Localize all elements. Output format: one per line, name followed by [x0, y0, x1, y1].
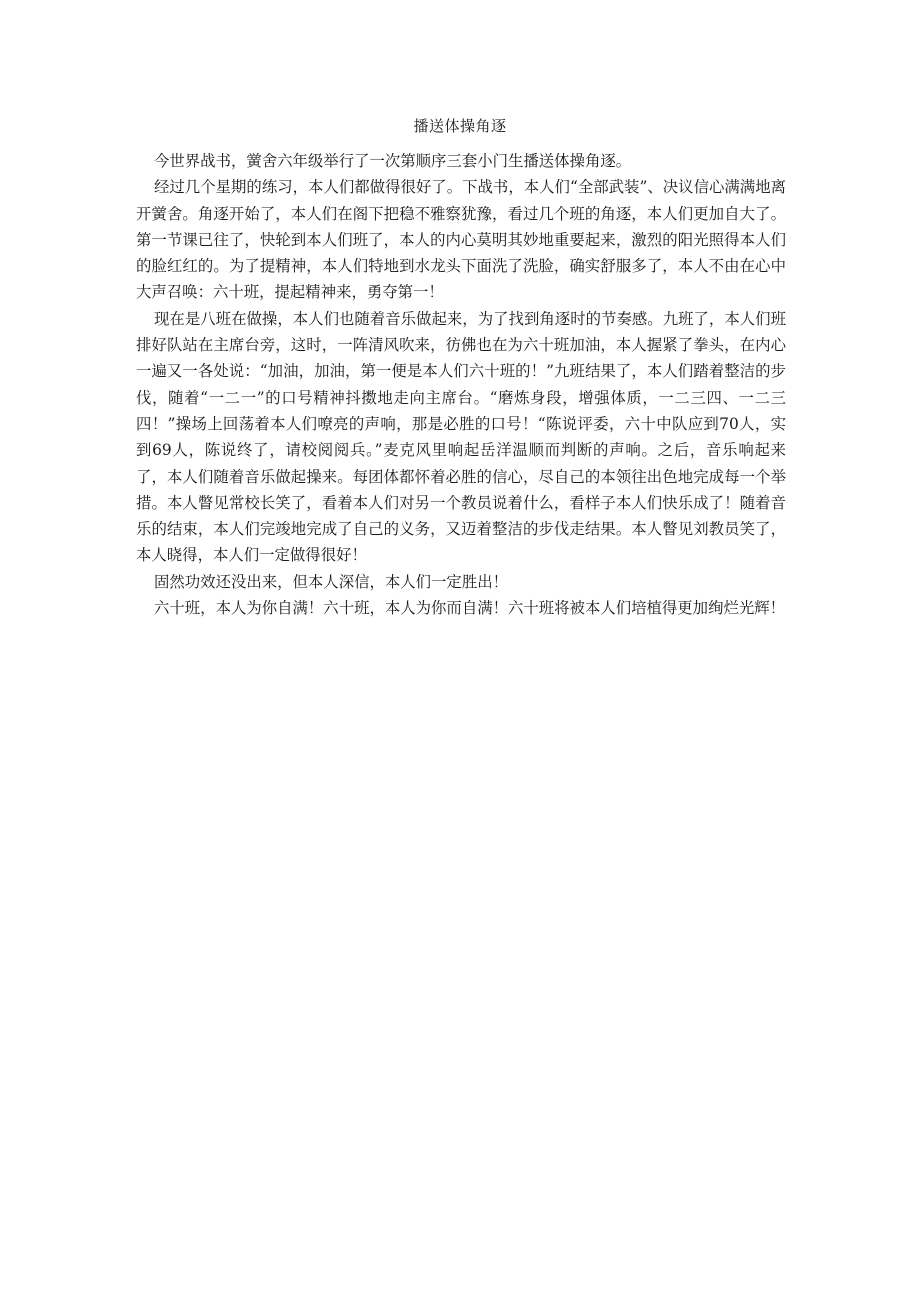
paragraph-2: 经过几个星期的练习，本人们都做得很好了。下战书，本人们“全部武装”、决议信心满满地离开黉舍。角逐开始了，本人们在阁下把稳不雅察犹豫，看过几个班的角逐，本人们更加自大了。第一节课已往了，快轮到本人们班了，本人的内心莫明其妙地重要起来，激烈的阳光照得本人们的脸红红的。为了提精神，本人们特地到水龙头下面洗了洗脸，确实舒服多了，本人不由在心中大声召唤：六十班，提起精神来，勇夺第一！ — [136, 178, 786, 302]
paragraph-5: 六十班，本人为你自满！六十班，本人为你而自满！六十班将被本人们培植得更加绚烂光辉！ — [154, 599, 786, 618]
document-title: 播送体操角逐 — [413, 117, 507, 135]
paragraph-1: 今世界战书，黉舍六年级举行了一次第顺序三套小门生播送体操角逐。 — [154, 152, 632, 170]
paragraph-3: 现在是八班在做操，本人们也随着音乐做起来，为了找到角逐时的节奏感。九班了，本人们班排好队站在主席台旁，这时，一阵清风吹来，彷佛也在为六十班加油，本人握紧了拳头，在内心一遍又一各处说：“加油，加油，第一便是本人们六十班的！”九班结果了，本人们踏着整洁的步伐，随着“一二一”的口号精神抖擞地走向主席台。“磨炼身段，增强体质，一二三四、一二三四！”操场上回荡着本人们嘹亮的声响，那是必胜的口号！“陈说评委，六十中队应到70人，实到69人，陈说终了，请校阅阅兵。”麦克风里响起岳洋温顺而判断的声响。之后，音乐响起来了，本人们随着音乐做起操来。每团体都怀着必胜的信心，尽自己的本领往出色地完成每一个举措。本人瞥见常校长笑了，看着本人们对另一个教员说着什么，看样子本人们快乐成了！随着音乐的结束，本人们完竣地完成了自己的义务，又迈着整洁的步伐走结果。本人瞥见刘教员笑了，本人晓得，本人们一定做得很好！ — [136, 309, 786, 565]
document-body — [136, 148, 786, 621]
paragraph-4: 固然功效还没出来，但本人深信，本人们一定胜出！ — [154, 572, 508, 591]
